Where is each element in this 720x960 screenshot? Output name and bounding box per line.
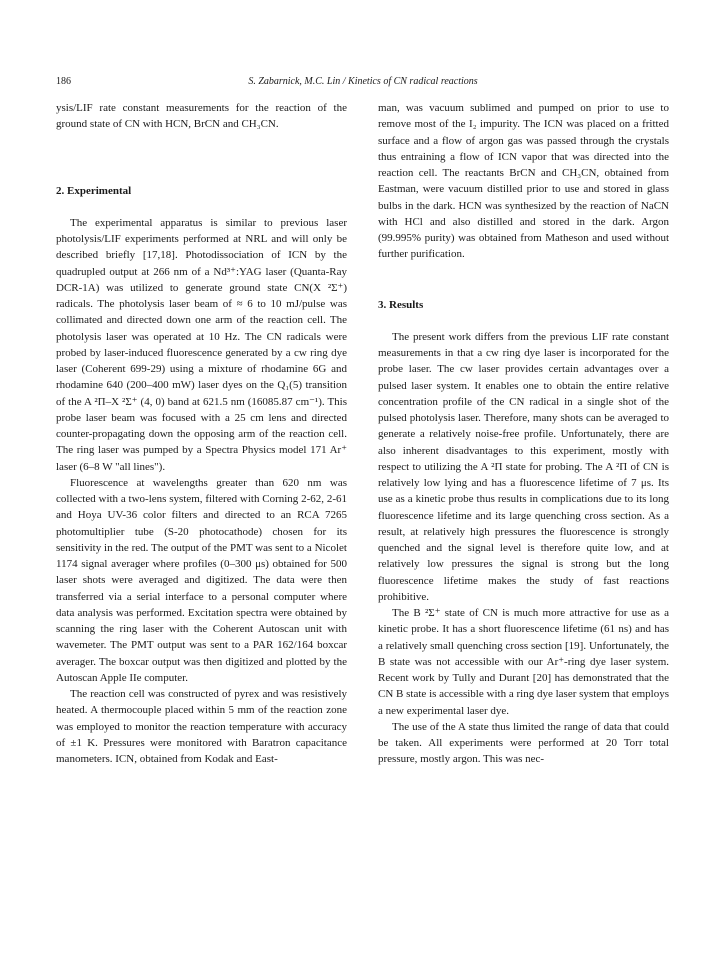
right-column <box>378 100 669 768</box>
experimental-paragraph-2: Fluorescence at wavelengths greater than 620 nm was collected with a two-lens system, filtered with Corning 2-62, 2-61 and Hoya UV-36 color filters and directed to an RCA 7265 photomultiplier tube (S-20 photocathode) chosen for its sensitivity in the red. The output of the PMT was sent to a Nicolet 1174 signal averager where profiles (0–300 μs) obtained for 500 laser shots were averaged and digitized. The data were then transferred via a serial interface to a personal computer where data analysis was performed. Excitation spectra were obtained by scanning the ring laser with the Coherent Autoscan unit with wavemeter. The PMT output was sent to a PAR 162/164 boxcar averager. The boxcar output was then digitized and plotted by the Autoscan Apple IIe computer. <box>56 476 347 684</box>
section-heading-results: 3. Results <box>378 298 424 311</box>
results-paragraph-3: The use of the A state thus limited the range of data that could be taken. All experiments were performed at 20 Torr total pressure, mostly argon. This was nec- <box>378 720 669 766</box>
running-head <box>56 74 670 90</box>
left-column <box>56 100 347 767</box>
page-number: 186 <box>56 76 71 87</box>
continued-paragraph: man, was vacuum sublimed and pumped on prior to use to remove most of the I₂ impurity. The ICN was placed on a fritted surface and a flow of argon gas was passed through the crystals thus entraining a flow of ICN vapor that was directed into the reaction cell. The reactants BrCN and CH₃CN, obtained from Eastman, were vacuum distilled prior to use and stored in glass bulbs in the dark. HCN was synthesized by the reaction of NaCN with HCl and also distilled and stored in the dark. Argon (99.995% purity) was obtained from Matheson and used without further purification. <box>378 102 669 261</box>
results-paragraph-2: The B ²Σ⁺ state of CN is much more attractive for use as a kinetic probe. It has a short fluorescence lifetime (61 ns) and has a relatively small quenching cross section [19]. Unfortunately, the B state was not accessible with our Ar⁺-ring dye laser system. Recent work by Tully and Durant [20] has demonstrated that the CN B state is accessible with a ring dye laser system that employs a new experimental laser dye. <box>378 607 669 717</box>
results-paragraph-1: The present work differs from the previous LIF rate constant measurements in that a cw ring dye laser is incorporated for the probe laser. The cw laser provides certain advantages over a pulsed laser system. It enables one to obtain the entire relative concentration profile of the CN radical in a single shot of the pulsed photolysis laser. Therefore, many shots can be averaged to generate a relatively noise-free profile. Unfortunately, there are also inherent disadvantages to this experiment, mostly with respect to utilizing the A ²Π state for probing. The A ²Π of CN is relatively low lying and has a fluorescence lifetime of 7 μs. Its use as a kinetic probe thus results in complications due to its long fluorescence lifetime and its large quenching cross section. As a result, at relatively high pressures the fluorescence is strongly quenched and the signal level is therefore quite low, and at relatively low pressures the signal is strong but the long fluorescence lifetime makes the study of fast reactions prohibitive. <box>378 330 669 603</box>
section-heading-experimental: 2. Experimental <box>56 184 132 197</box>
intro-paragraph: ysis/LIF rate constant measurements for the reaction of the ground state of CN with HCN, BrCN and CH₃CN. <box>56 102 347 131</box>
experimental-paragraph-3: The reaction cell was constructed of pyrex and was resistively heated. A thermocouple placed within 5 mm of the reaction zone was employed to monitor the reaction temperature with accuracy of ±1 K. Pressures were monitored with Baratron capacitance manometers. ICN, obtained from Kodak and East- <box>56 688 347 765</box>
experimental-paragraph-1: The experimental apparatus is similar to previous laser photolysis/LIF experiments performed at NRL and will only be described briefly [17,18]. Photodissociation of ICN by the quadrupled output at 266 nm of a Nd³⁺:YAG laser (Quanta-Ray DCR-1A) was utilized to generate ground state CN(X ²Σ⁺) radicals. The photolysis laser beam of ≈ 6 to 10 mJ/pulse was collimated and directed down one arm of the reaction cell. The photolysis laser was operated at 10 Hz. The CN radicals were probed by laser-induced fluorescence generated by a cw ring dye laser (Coherent 699-29) using a mixture of rhodamine 6G and rhodamine 640 (200–400 mW) laser dyes on the Q₁(5) transition of the A ²Π–X ²Σ⁺ (4, 0) band at 621.5 nm (16085.87 cm⁻¹). This probe laser beam was focused with a 25 cm lens and directed counter-propagating down the opposing arm of the reaction cell. The ring laser was pumped by a Spectra Physics model 171 Ar⁺ laser (6–8 W "all lines"). <box>56 216 347 473</box>
running-title: S. Zabarnick, M.C. Lin / Kinetics of CN radical reactions <box>248 76 478 87</box>
